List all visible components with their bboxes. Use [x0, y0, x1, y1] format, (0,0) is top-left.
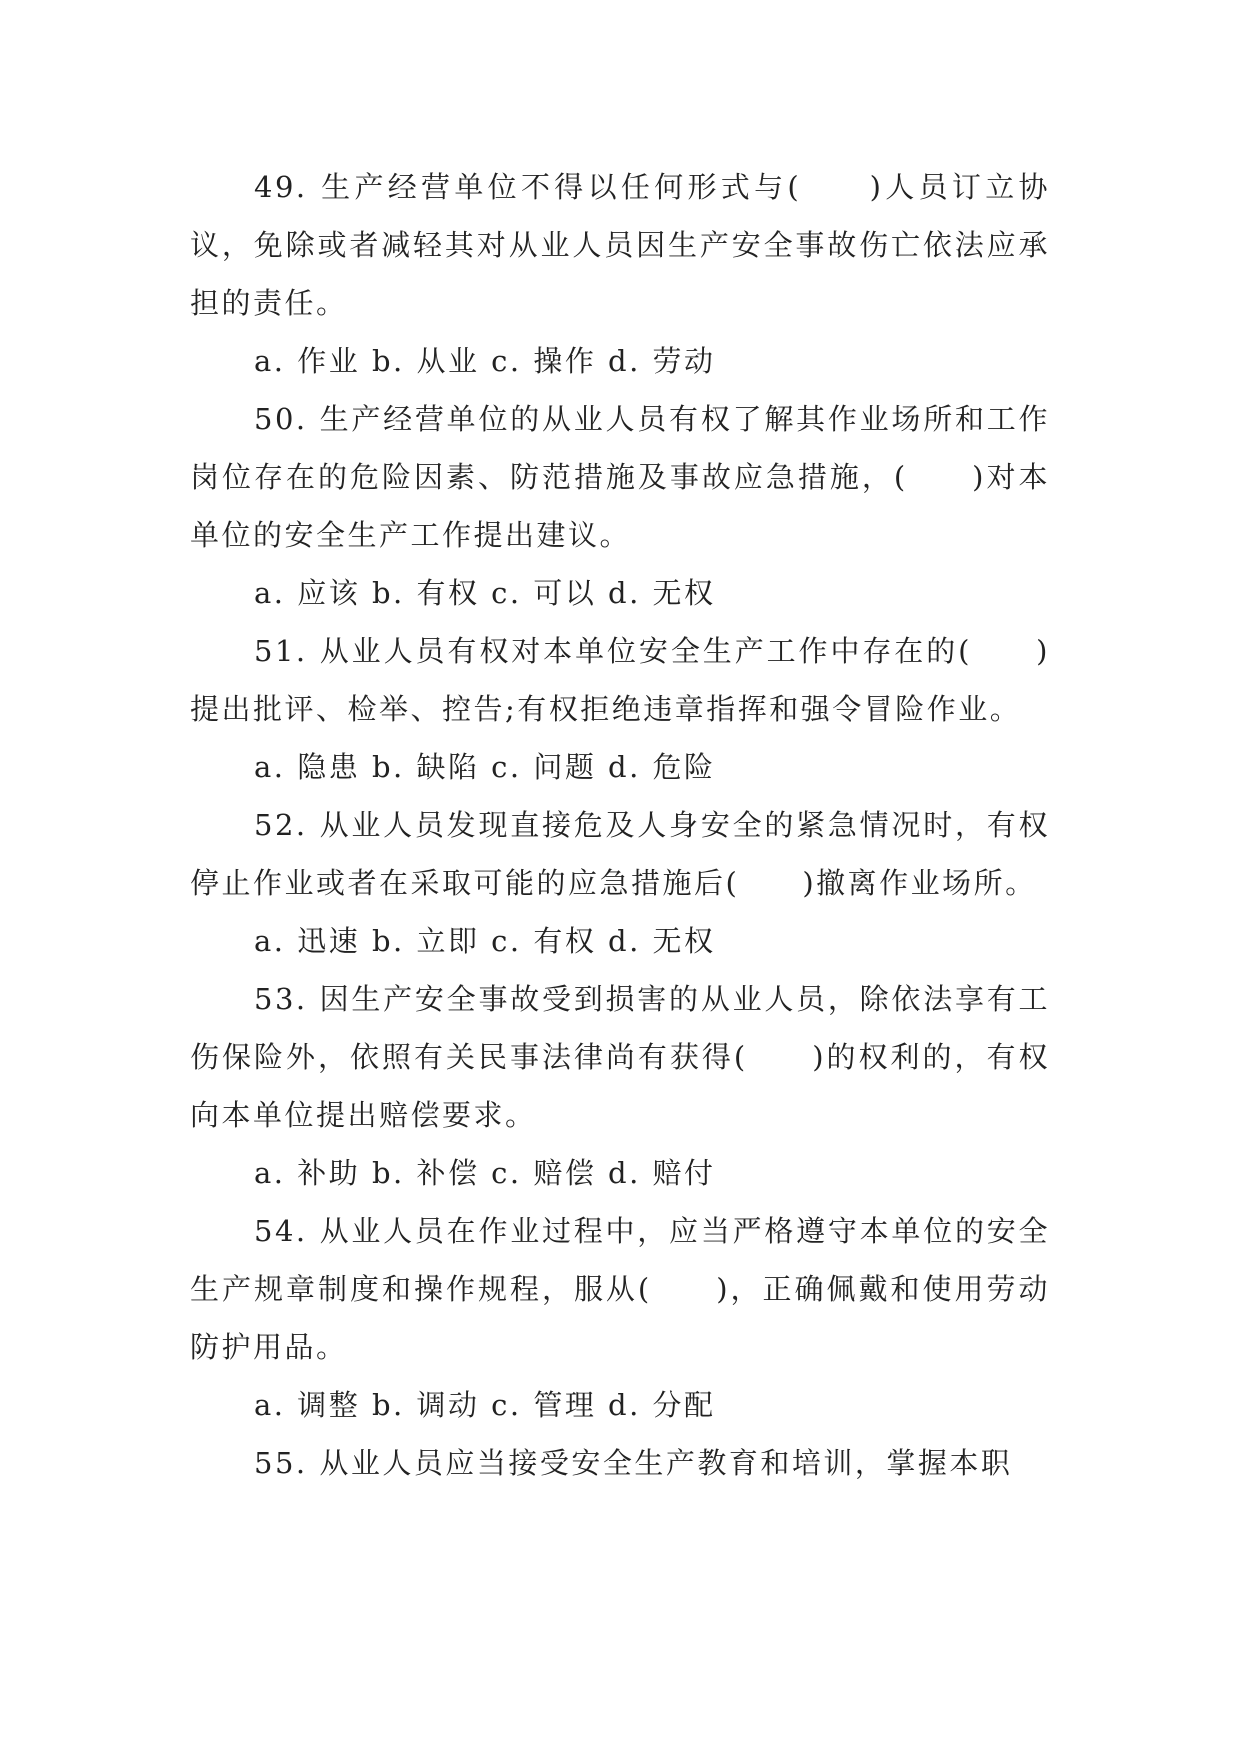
question-50: 50. 生产经营单位的从业人员有权了解其作业场所和工作岗位存在的危险因素、防范措施及事故应急措施，( )对本单位的安全生产工作提出建议。: [190, 402, 1050, 552]
question-54: 54. 从业人员在作业过程中，应当严格遵守本单位的安全生产规章制度和操作规程，服从( )，正确佩戴和使用劳动防护用品。: [190, 1214, 1050, 1364]
question-51: 51. 从业人员有权对本单位安全生产工作中存在的( )提出批评、检举、控告;有权拒绝违章指挥和强令冒险作业。: [190, 634, 1050, 726]
options-54: a. 调整 b. 调动 c. 管理 d. 分配: [254, 1388, 716, 1422]
options-52: a. 迅速 b. 立即 c. 有权 d. 无权: [254, 924, 716, 958]
options-53: a. 补助 b. 补偿 c. 赔偿 d. 赔付: [254, 1156, 716, 1190]
options-51: a. 隐患 b. 缺陷 c. 问题 d. 危险: [254, 750, 716, 784]
question-55: 55. 从业人员应当接受安全生产教育和培训，掌握本职: [254, 1446, 1013, 1480]
question-49: 49. 生产经营单位不得以任何形式与( )人员订立协议，免除或者减轻其对从业人员因生产安全事故伤亡依法应承担的责任。: [190, 170, 1050, 320]
options-49: a. 作业 b. 从业 c. 操作 d. 劳动: [254, 344, 716, 378]
question-53: 53. 因生产安全事故受到损害的从业人员，除依法享有工伤保险外，依照有关民事法律尚有获得( )的权利的，有权向本单位提出赔偿要求。: [190, 982, 1050, 1132]
question-list: [190, 158, 1050, 1492]
question-52: 52. 从业人员发现直接危及人身安全的紧急情况时，有权停止作业或者在采取可能的应急措施后( )撤离作业场所。: [190, 808, 1050, 900]
options-50: a. 应该 b. 有权 c. 可以 d. 无权: [254, 576, 716, 610]
